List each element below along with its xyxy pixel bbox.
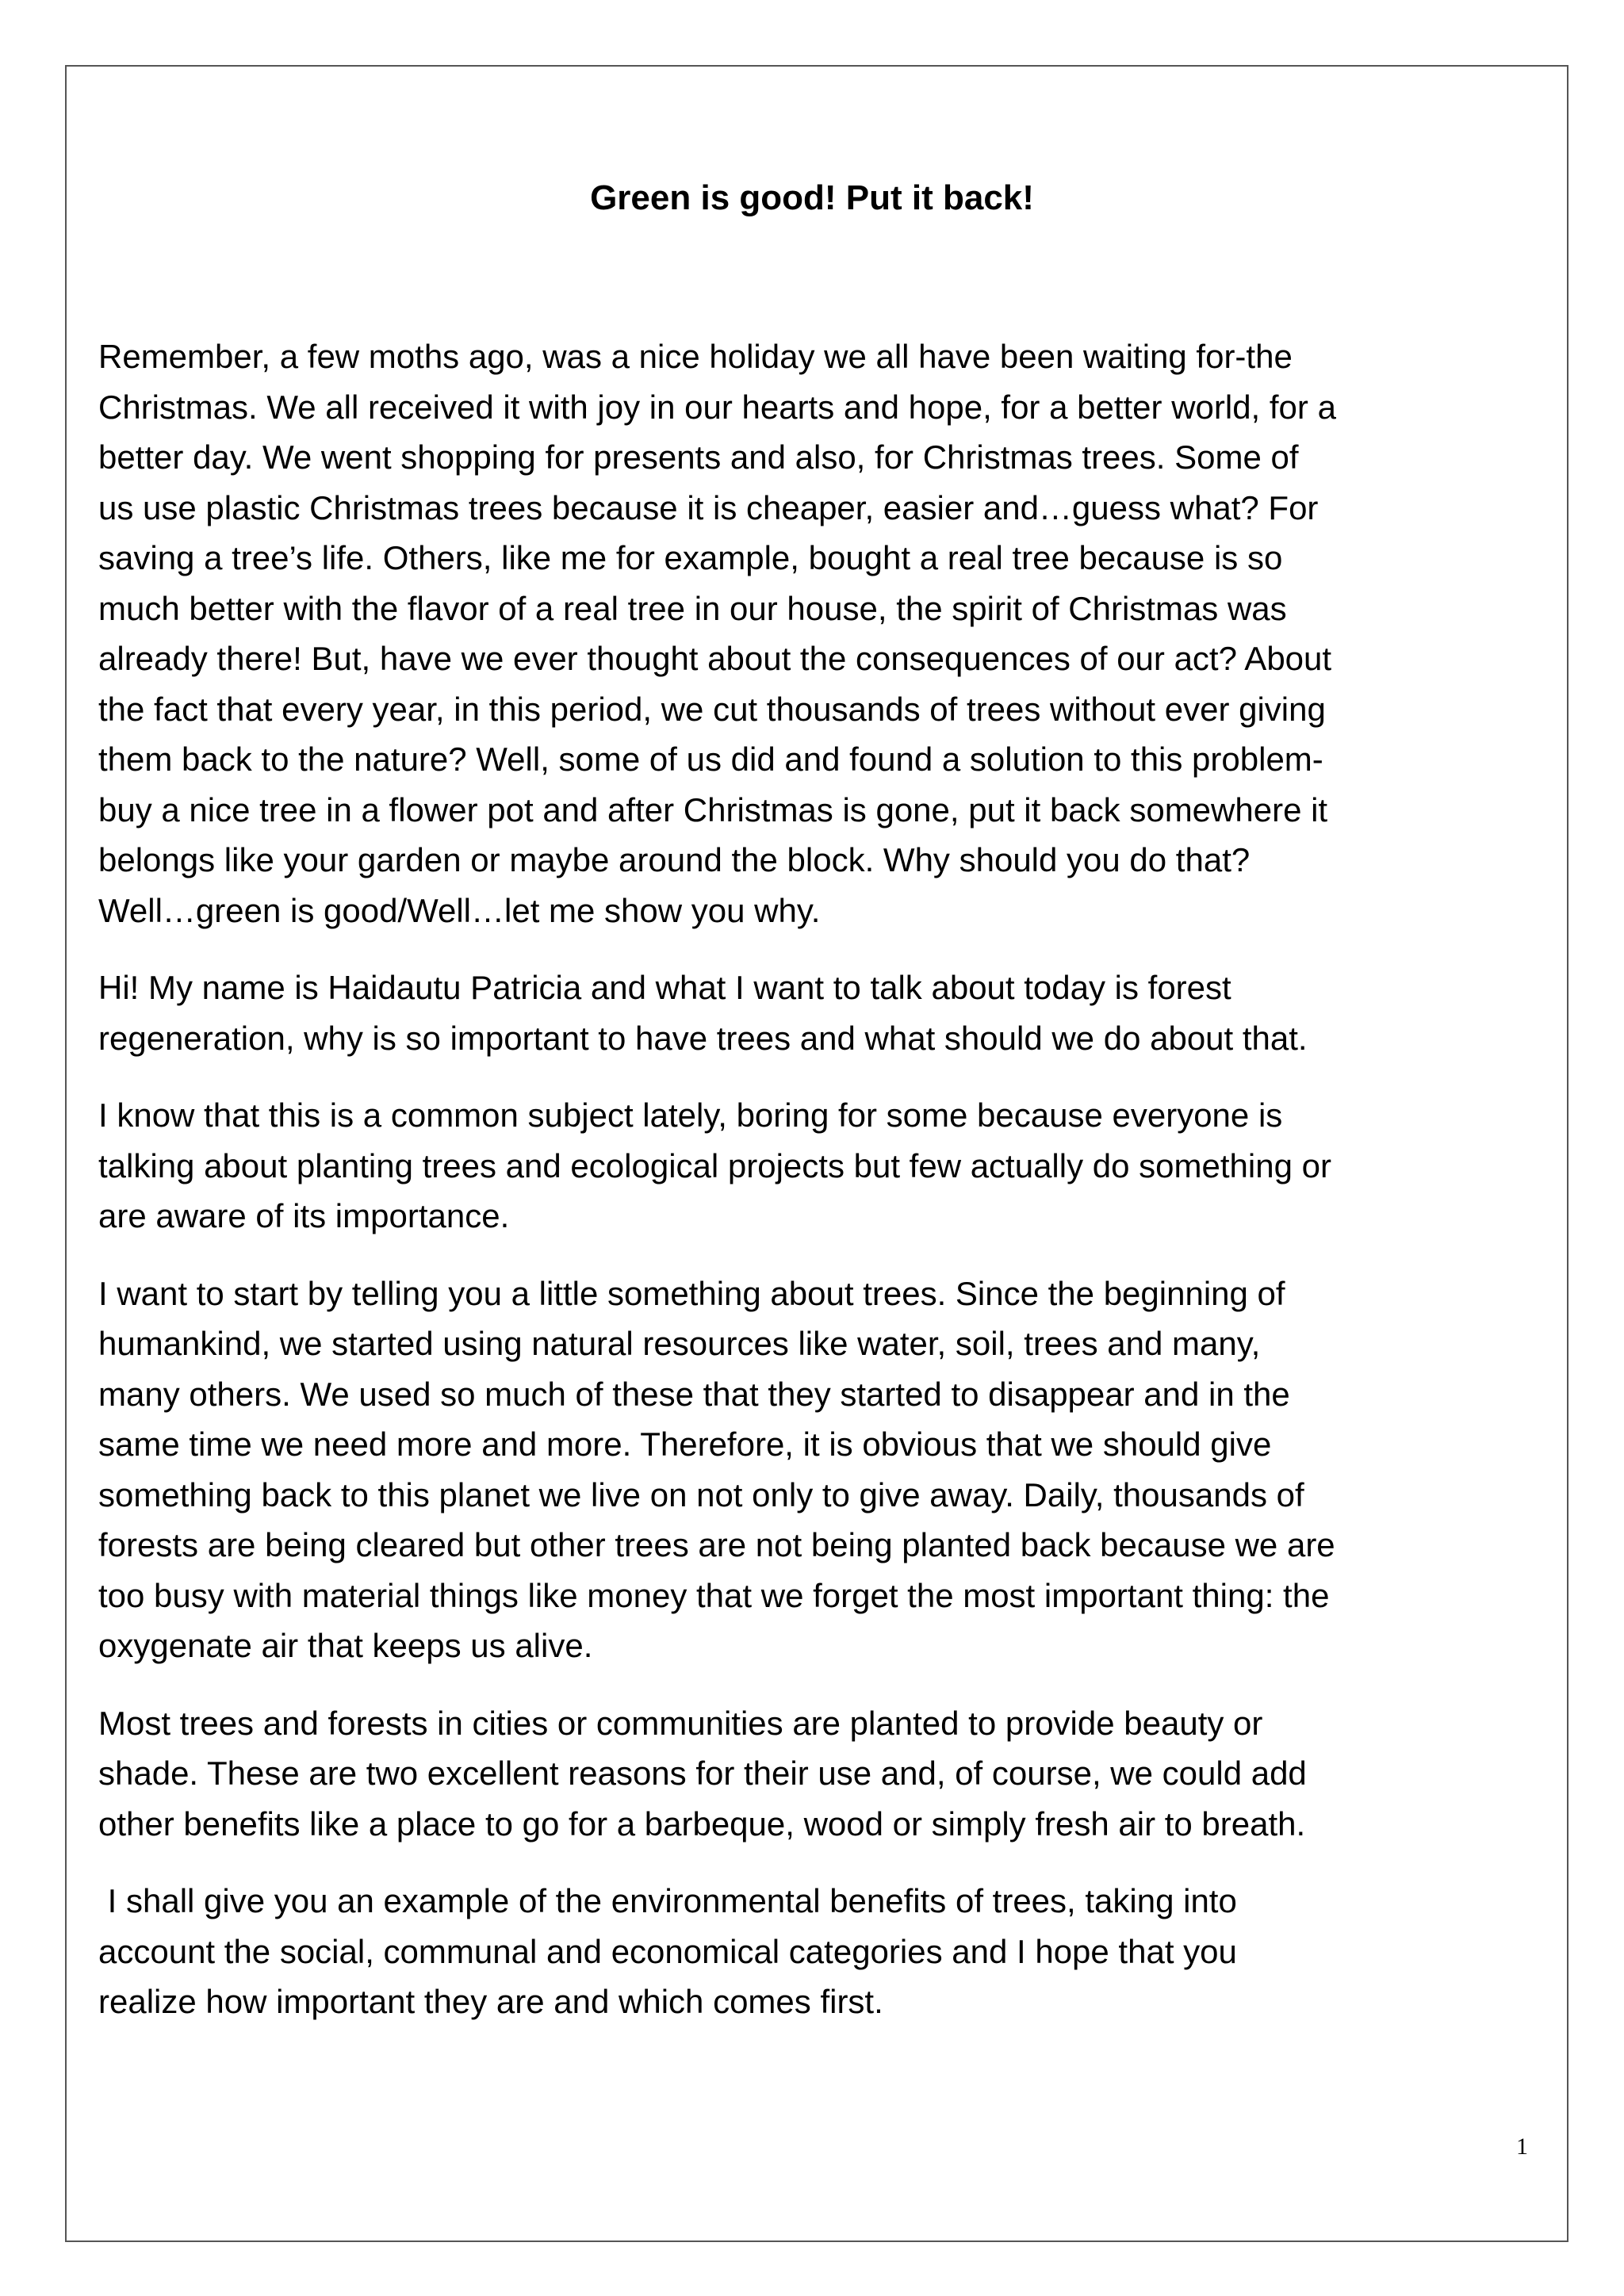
text-line: shade. These are two excellent reasons for their use and, of course, we could add xyxy=(98,1755,1307,1792)
paragraph-introduction-name xyxy=(98,962,1530,1063)
text-line: already there! But, have we ever thought about the consequences of our act? About xyxy=(98,640,1332,677)
text-line: Most trees and forests in cities or communities are planted to provide beauty or xyxy=(98,1704,1263,1742)
text-line: other benefits like a place to go for a barbeque, wood or simply fresh air to breath. xyxy=(98,1804,1306,1843)
page-number: 1 xyxy=(1516,2133,1528,2160)
document-title: Green is good! Put it back! xyxy=(590,178,1034,217)
text-line: I shall give you an example of the environmental benefits of trees, taking into xyxy=(98,1882,1237,1919)
text-line: talking about planting trees and ecological projects but few actually do something or xyxy=(98,1146,1331,1184)
paragraph-intro xyxy=(98,331,1530,936)
text-line: Well…green is good/Well…let me show you why. xyxy=(98,891,821,929)
text-line: better day. We went shopping for presents and also, for Christmas trees. Some of xyxy=(98,438,1299,476)
text-line: Remember, a few moths ago, was a nice holiday we all have been waiting for-the xyxy=(98,338,1293,375)
text-line: I know that this is a common subject lately, boring for some because everyone is xyxy=(98,1096,1283,1134)
paragraph-about-trees xyxy=(98,1269,1530,1671)
text-line: Hi! My name is Haidautu Patricia and what I want to talk about today is forest xyxy=(98,969,1231,1006)
text-line: oxygenate air that keeps us alive. xyxy=(98,1627,593,1664)
text-line: something back to this planet we live on not only to give away. Daily, thousands of xyxy=(98,1475,1304,1513)
text-line: saving a tree’s life. Others, like me for example, bought a real tree because is so xyxy=(98,539,1283,576)
text-line: humankind, we started using natural resources like water, soil, trees and many, xyxy=(98,1325,1261,1362)
text-line: much better with the flavor of a real tree in our house, the spirit of Christmas was xyxy=(98,589,1287,627)
paragraph-beauty-shade xyxy=(98,1698,1530,1850)
text-line: account the social, communal and economical categories and I hope that you xyxy=(98,1932,1237,1970)
document-body xyxy=(98,331,1530,2054)
text-line: buy a nice tree in a flower pot and after Christmas is gone, put it back somewhere it xyxy=(98,790,1328,828)
text-line: same time we need more and more. Therefore, it is obvious that we should give xyxy=(98,1425,1272,1463)
text-line: forests are being cleared but other trees are not being planted back because we are xyxy=(98,1526,1335,1563)
text-line: are aware of its importance. xyxy=(98,1197,510,1234)
paragraph-common-subject xyxy=(98,1090,1530,1242)
paragraph-benefits-example xyxy=(98,1876,1530,2027)
text-line: regeneration, why is so important to have trees and what should we do about that. xyxy=(98,1019,1308,1057)
text-line: many others. We used so much of these that they started to disappear and in the xyxy=(98,1375,1290,1413)
text-line: too busy with material things like money that we forget the most important thing: the xyxy=(98,1576,1330,1614)
text-line: the fact that every year, in this period, we cut thousands of trees without ever giving xyxy=(98,690,1326,728)
text-line: I want to start by telling you a little something about trees. Since the beginning of xyxy=(98,1274,1285,1312)
text-line: belongs like your garden or maybe around the block. Why should you do that? xyxy=(98,841,1251,878)
text-line: realize how important they are and which comes first. xyxy=(98,1983,883,2020)
text-line: us use plastic Christmas trees because it is cheaper, easier and…guess what? For xyxy=(98,488,1319,526)
text-line: them back to the nature? Well, some of us did and found a solution to this problem- xyxy=(98,740,1323,778)
text-line: Christmas. We all received it with joy in our hearts and hope, for a better world, for a xyxy=(98,388,1336,426)
